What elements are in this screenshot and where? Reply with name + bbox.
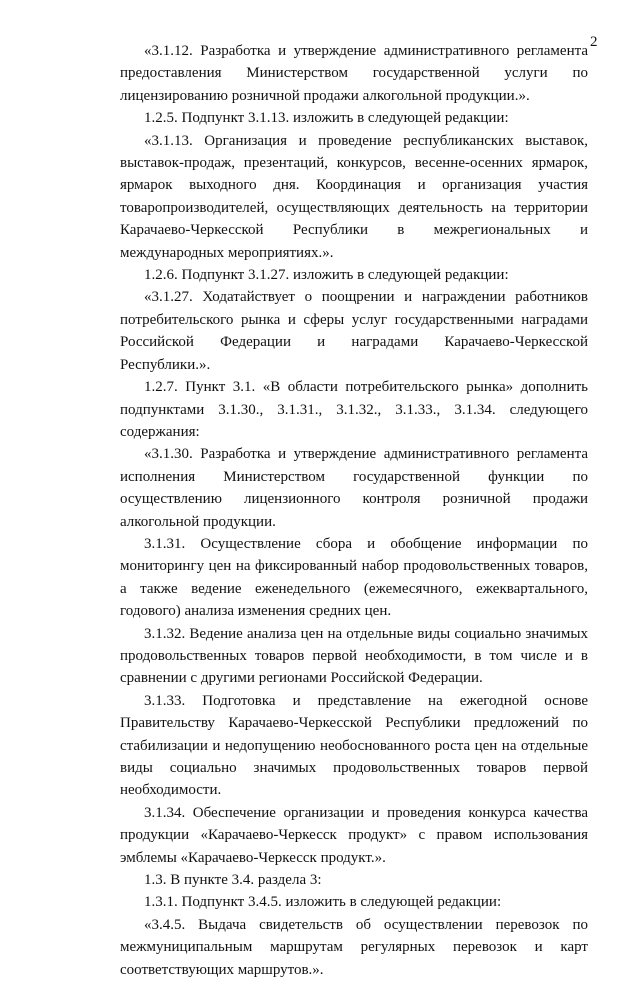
page-number: 2	[590, 34, 598, 50]
paragraph-3-1-34: 3.1.34. Обеспечение организации и проведения конкурса качества продукции «Карачаево-Черкесск продукт» с правом использования эмблемы «Карачаево-Черкесск продукт.».	[120, 804, 588, 866]
paragraph-1-2-5: 1.2.5. Подпункт 3.1.13. изложить в следующей редакции:	[144, 110, 509, 127]
paragraph-3-1-31: 3.1.31. Осуществление сбора и обобщение информации по мониторингу цен на фиксированный набор продовольственных товаров, а также ведение еженедельного (ежемесячного, ежеквартального, годового) анализа изменения средних цен.	[120, 535, 588, 620]
paragraph-1-3-1: 1.3.1. Подпункт 3.4.5. изложить в следующей редакции:	[144, 894, 502, 911]
paragraph-3-4-5: «3.4.5. Выдача свидетельств об осуществлении перевозок по межмуниципальным маршрутам регулярных перевозок и карт соответствующих маршрутов.».	[120, 916, 588, 978]
paragraph-3-1-30: «3.1.30. Разработка и утверждение административного регламента исполнения Министерством государственной функции по осуществлению лицензионного контроля розничной продажи алкогольной продукции.	[120, 446, 588, 530]
paragraph-3-1-32: 3.1.32. Ведение анализа цен на отдельные виды социально значимых продовольственных товаров первой необходимости, в том числе и в сравнении с другими регионами Российской Федерации.	[120, 625, 588, 687]
document-body	[120, 40, 588, 981]
paragraph-3-1-27: «3.1.27. Ходатайствует о поощрении и награждении работников потребительского рынка и сферы услуг государственными наградами Российской Федерации и наградами Карачаево-Черкесской Республики.».	[120, 289, 588, 373]
paragraph-3-1-13: «3.1.13. Организация и проведение республиканских выставок, выставок-продаж, презентаций, конкурсов, весенне-осенних ярмарок, ярмарок выходного дня. Координация и организация участия товаропроизводителей, осуществляющих деятельность на территории Карачаево-Черкесской Республики в межрегиональных и международных мероприятиях.».	[120, 132, 588, 261]
paragraph-1-2-7: 1.2.7. Пункт 3.1. «В области потребительского рынка» дополнить подпунктами 3.1.30., 3.1.31., 3.1.32., 3.1.33., 3.1.34. следующего содержания:	[120, 379, 588, 440]
paragraph-1-2-6: 1.2.6. Подпункт 3.1.27. изложить в следующей редакции:	[144, 267, 509, 284]
paragraph-1-3: 1.3. В пункте 3.4. раздела 3:	[144, 872, 322, 889]
paragraph-3-1-12: «3.1.12. Разработка и утверждение административного регламента предоставления Министерством государственной услуги по лицензированию розничной продажи алкогольной продукции.».	[120, 43, 588, 104]
paragraph-3-1-33: 3.1.33. Подготовка и представление на ежегодной основе Правительству Карачаево-Черкесской Республики предложений по стабилизации и недопущению необоснованного роста цен на отдельные виды социально значимых продовольственных товаров первой необходимости.	[120, 692, 588, 799]
